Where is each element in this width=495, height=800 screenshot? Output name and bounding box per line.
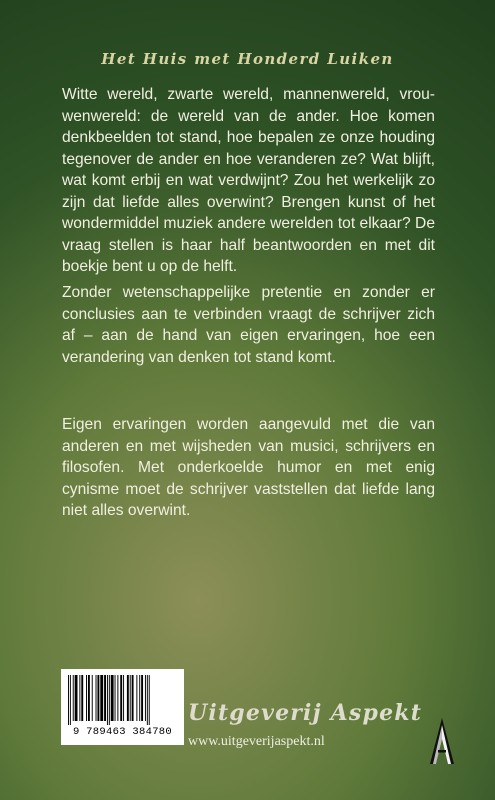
publisher-name: Uitgeverij Aspekt bbox=[188, 700, 423, 726]
barcode-bar bbox=[141, 675, 143, 721]
publisher-logo-icon bbox=[429, 717, 455, 765]
blurb-paragraph-2: Zonder wetenschappelijke pretentie en zonder er conclusies aan te verbinden vraagt de schrijver zich af – aan de hand van eigen ervaringen, hoe een verandering van denken tot stand komt. bbox=[62, 284, 435, 366]
barcode-bar bbox=[127, 675, 129, 721]
barcode-bar bbox=[120, 675, 122, 721]
barcode-bar bbox=[132, 675, 134, 721]
barcode-bar bbox=[100, 675, 103, 721]
barcode-bar bbox=[111, 675, 114, 721]
barcode-bar bbox=[68, 675, 69, 725]
barcode-bar bbox=[70, 675, 71, 725]
isbn-number: 9 789463 384780 bbox=[72, 726, 172, 738]
barcode-bar bbox=[96, 675, 97, 721]
barcode-bar bbox=[117, 675, 118, 721]
barcode-bar bbox=[136, 675, 137, 721]
barcode-bar bbox=[86, 675, 87, 721]
blurb-paragraph-1: Witte wereld, zwarte wereld, mannenwereld, vrouwenwereld: de wereld van de ander. Hoe komen denkbeelden tot stand, hoe bepalen ze onze houding tegenover de ander en hoe veranderen ze? Wat blijft, wat komt erbij en wat verdwijnt? Zou het werkelijk zo zijn dat liefde alles overwint? Brengen kunst of het wondermiddel muziek andere werelden tot elkaar? De vraag stellen is haar half beantwoorden en met dit boekje bent u op de helft. bbox=[62, 86, 435, 275]
barcode-bar bbox=[130, 675, 131, 721]
barcode-bar bbox=[139, 675, 140, 721]
barcode-bar bbox=[79, 675, 80, 721]
barcode-bar bbox=[107, 675, 108, 725]
barcode-bar bbox=[147, 675, 148, 725]
barcode-bar bbox=[149, 675, 150, 725]
barcode-bar bbox=[88, 675, 90, 721]
publisher-website: www.uitgeverijaspekt.nl bbox=[188, 734, 325, 749]
barcode-bar bbox=[81, 675, 83, 721]
book-title: Het Huis met Honderd Luiken bbox=[101, 50, 394, 68]
barcode-bar bbox=[75, 675, 78, 721]
barcode-bar bbox=[145, 675, 146, 721]
barcode-bar bbox=[115, 675, 116, 721]
barcode-bar bbox=[109, 675, 110, 725]
blurb-paragraph-3: Eigen ervaringen worden aangevuld met die van anderen en met wijsheden van musici, schrijvers en filosofen. Met onderkoelde humor en met enig cynisme moet de schrijver vaststellen dat liefde lang niet alles overwint. bbox=[62, 416, 435, 519]
barcode-bar bbox=[123, 675, 124, 721]
barcode-bar bbox=[97, 675, 99, 721]
isbn-barcode bbox=[61, 669, 184, 745]
barcode-bar bbox=[92, 675, 93, 721]
barcode-bars bbox=[67, 675, 178, 725]
barcode-bar bbox=[73, 675, 74, 721]
barcode-bar bbox=[104, 675, 106, 721]
